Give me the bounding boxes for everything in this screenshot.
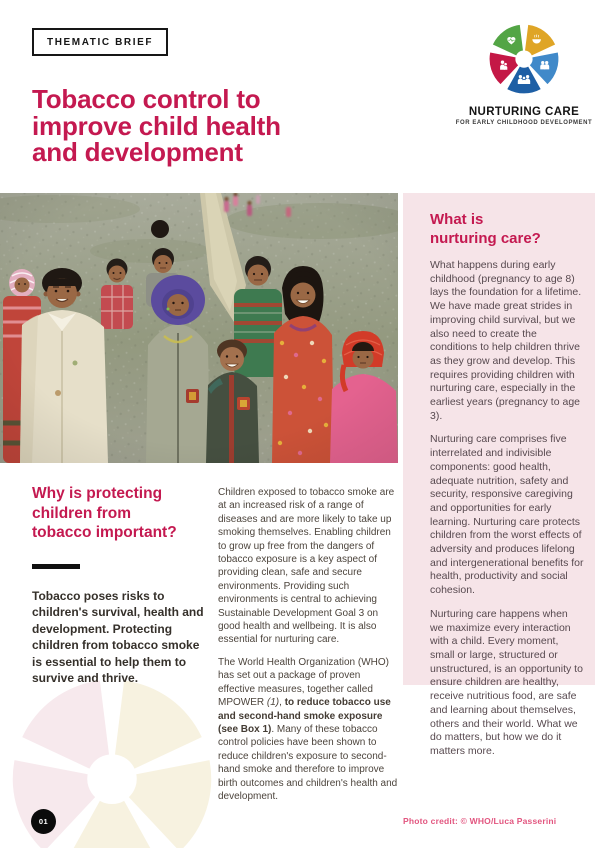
lead-paragraph: Tobacco poses risks to children's survival, health and development. Protecting children from tobacco smoke is essential to help them to survive and thrive.: [32, 588, 204, 686]
logo-wordmark: NURTURING CARE: [468, 106, 580, 118]
bold-phrase: to reduce tobacco use and second-hand smoke exposure (see Box 1): [218, 697, 391, 735]
divider-rule: [32, 564, 80, 569]
photo-credit: Photo credit: © WHO/Luca Passerini: [403, 816, 557, 826]
thematic-brief-tag: THEMATIC BRIEF: [32, 28, 168, 56]
left-heading: Why is protecting children from tobacco important?: [32, 485, 177, 541]
nurturing-care-sidebar: [403, 193, 595, 757]
left-column: [32, 484, 210, 687]
sidebar-paragraph: Nurturing care comprises five interrelated and indivisible components: good health, adequate nutrition, safety and security, responsive caregiving and opportunities for early learning. Nurturing care protects children from the worst effects of adversity and produces lifelong and intergenerational benefits for health, productivity and social cohesion.: [430, 433, 584, 597]
body-paragraph: The World Health Organization (WHO) has set out a package of proven effective measures, together called MPOWER (1), to reduce tobacco use and second-hand smoke exposure (see Box 1). Many of these tobacco control policies have been shown to reduce children's exposure to second-hand smoke and therefore to improve birth outcomes and children's health and development.: [218, 656, 398, 802]
page-title: Tobacco control to improve child health and development: [32, 84, 281, 167]
nurturing-care-logo: [446, 16, 600, 126]
nurturing-care-petals-icon: [481, 16, 567, 102]
sidebar-heading: What is nurturing care?: [430, 211, 541, 247]
reference-citation: (1): [266, 697, 280, 709]
main-column: [218, 486, 399, 803]
sidebar-paragraph: Nurturing care happens when we maximize every interaction with a child. Every moment, small or large, structured or unstructured, is an opportunity to ensure children are healthy, receive nutritious food, are safe and learning about themselves, others and their world. What we do matters, but how we do it matters more.: [430, 607, 583, 757]
page-number-badge: 01: [31, 809, 56, 834]
sidebar-paragraph: What happens during early childhood (pregnancy to age 8) lays the foundation for a lifetime. We have made great strides in improving child survival, but we also need to create the conditions to help children thrive as they grow and develop. This requires providing children with nurturing care, especially in the earliest years (pregnancy to age 3).: [430, 259, 582, 422]
children-photo: [0, 193, 398, 463]
logo-tagline: FOR EARLY CHILDHOOD DEVELOPMENT: [455, 120, 593, 126]
body-paragraph: Children exposed to tobacco smoke are at an increased risk of a range of diseases and are more likely to take up smoking themselves. Enabling children to grow up free from the dangers of tobacco exposure is a key aspect of providing clean, safe and secure environments. Providing such environments is central to achieving Sustainable Development Goal 3 on good health and wellbeing. It is also essential for nurturing care.: [218, 487, 395, 646]
